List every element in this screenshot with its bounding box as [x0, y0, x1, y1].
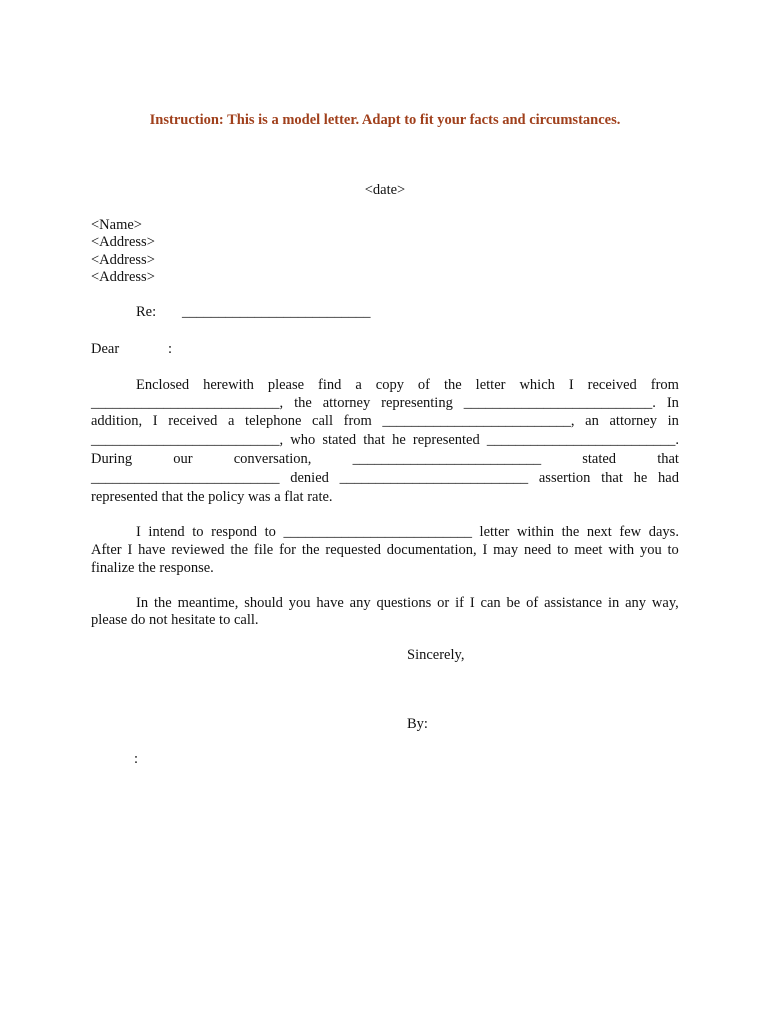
word: __________________________,	[91, 432, 284, 448]
word: represented	[412, 432, 480, 448]
re-blank: __________________________	[182, 304, 371, 320]
closing: Sincerely,	[407, 647, 465, 663]
word: meet	[574, 542, 603, 558]
p1-line-1	[136, 377, 679, 394]
word: if	[455, 595, 464, 611]
word: conversation,	[233, 451, 312, 467]
recipient-address-3: <Address>	[91, 269, 155, 285]
word: who	[290, 432, 316, 448]
word: he	[392, 432, 406, 448]
word: should	[244, 595, 283, 611]
word: you	[288, 595, 311, 611]
word: that	[657, 451, 679, 467]
word: any	[625, 595, 647, 611]
recipient-name: <Name>	[91, 217, 142, 233]
word: assertion	[538, 470, 591, 486]
salutation: Dear	[91, 341, 120, 357]
word: __________________________	[91, 470, 280, 486]
word: I	[152, 413, 158, 429]
word: the	[561, 524, 580, 540]
p3-line-1	[136, 595, 679, 612]
word: representing	[381, 395, 453, 411]
word: a	[355, 377, 362, 393]
word: During	[91, 451, 133, 467]
word: in	[667, 413, 679, 429]
word: the	[443, 377, 462, 393]
word: respond	[211, 524, 258, 540]
recipient-address-1: <Address>	[91, 234, 155, 250]
word: questions	[376, 595, 432, 611]
word: of	[417, 377, 431, 393]
word: the	[294, 395, 312, 411]
word: from	[650, 377, 679, 393]
word: with	[608, 542, 635, 558]
word: within	[516, 524, 554, 540]
p1-line-3	[91, 413, 679, 430]
word: I	[136, 524, 141, 540]
word: any	[349, 595, 371, 611]
word: for	[279, 542, 296, 558]
word: the	[153, 595, 172, 611]
word: file	[253, 542, 274, 558]
word: meantime,	[177, 595, 239, 611]
word: may	[493, 542, 519, 558]
signature-colon: :	[134, 751, 139, 767]
word: to	[557, 542, 569, 558]
word: have	[138, 542, 166, 558]
word: our	[173, 451, 193, 467]
word: had	[658, 470, 679, 486]
word: attorney	[609, 413, 657, 429]
word: few	[619, 524, 642, 540]
word: stated	[582, 451, 617, 467]
word: documentation,	[386, 542, 477, 558]
word: I	[568, 377, 574, 393]
word: to	[192, 524, 204, 540]
word: __________________________.	[486, 432, 679, 448]
letter-date: <date>	[364, 182, 406, 198]
p1-line-5	[91, 451, 679, 468]
word: intend	[148, 524, 185, 540]
word: a	[227, 413, 235, 429]
word: copy	[375, 377, 404, 393]
p1-line-4	[91, 432, 679, 449]
word: requested	[325, 542, 381, 558]
word: reviewed	[171, 542, 225, 558]
word: the	[301, 542, 320, 558]
word: days.	[648, 524, 679, 540]
word: letter	[479, 524, 510, 540]
p2-line-3: finalize the response.	[91, 560, 214, 576]
word: can	[480, 595, 501, 611]
by-label: By:	[407, 716, 428, 732]
re-label: Re:	[136, 304, 157, 320]
word: in	[607, 595, 620, 611]
word: he	[633, 470, 648, 486]
word: __________________________,	[382, 413, 575, 429]
p1-line-7: represented that the policy was a flat rate.	[91, 489, 333, 505]
p1-line-2	[91, 395, 679, 412]
word: to	[667, 542, 679, 558]
salutation-colon: :	[168, 341, 173, 357]
word: herewith	[203, 377, 254, 393]
word: denied	[290, 470, 329, 486]
word: an	[585, 413, 599, 429]
recipient-address-2: <Address>	[91, 252, 155, 268]
word: telephone	[245, 413, 302, 429]
word: to	[264, 524, 276, 540]
word: that	[363, 432, 386, 448]
word: find	[318, 377, 342, 393]
word: assistance	[544, 595, 603, 611]
word: please	[267, 377, 305, 393]
word: I	[469, 595, 475, 611]
word: way,	[651, 595, 679, 611]
word: next	[586, 524, 612, 540]
word: call	[312, 413, 333, 429]
word: that	[601, 470, 623, 486]
word: stated	[322, 432, 357, 448]
word: I	[482, 542, 488, 558]
word: In	[136, 595, 149, 611]
word: letter	[475, 377, 506, 393]
word: of	[526, 595, 539, 611]
p2-line-1	[136, 524, 679, 541]
word: or	[437, 595, 450, 611]
word: received	[587, 377, 637, 393]
word: the	[230, 542, 249, 558]
word: __________________________,	[91, 395, 284, 411]
word: have	[316, 595, 344, 611]
p1-line-6	[91, 470, 679, 487]
word: I	[127, 542, 133, 558]
word: received	[168, 413, 218, 429]
word: Enclosed	[136, 377, 190, 393]
word: from	[343, 413, 372, 429]
word: After	[91, 542, 122, 558]
word: attorney	[322, 395, 371, 411]
word: In	[666, 395, 679, 411]
word: __________________________.	[463, 395, 656, 411]
word: you	[639, 542, 662, 558]
word: addition,	[91, 413, 143, 429]
word: need	[523, 542, 552, 558]
instruction-banner: Instruction: This is a model letter. Adapt to fit your facts and circumstances.	[149, 112, 621, 128]
p2-line-2	[91, 542, 679, 559]
word: __________________________	[283, 524, 472, 540]
word: __________________________	[352, 451, 542, 467]
word: which	[519, 377, 555, 393]
word: be	[506, 595, 521, 611]
p3-line-2: please do not hesitate to call.	[91, 612, 259, 628]
word: __________________________	[339, 470, 529, 486]
